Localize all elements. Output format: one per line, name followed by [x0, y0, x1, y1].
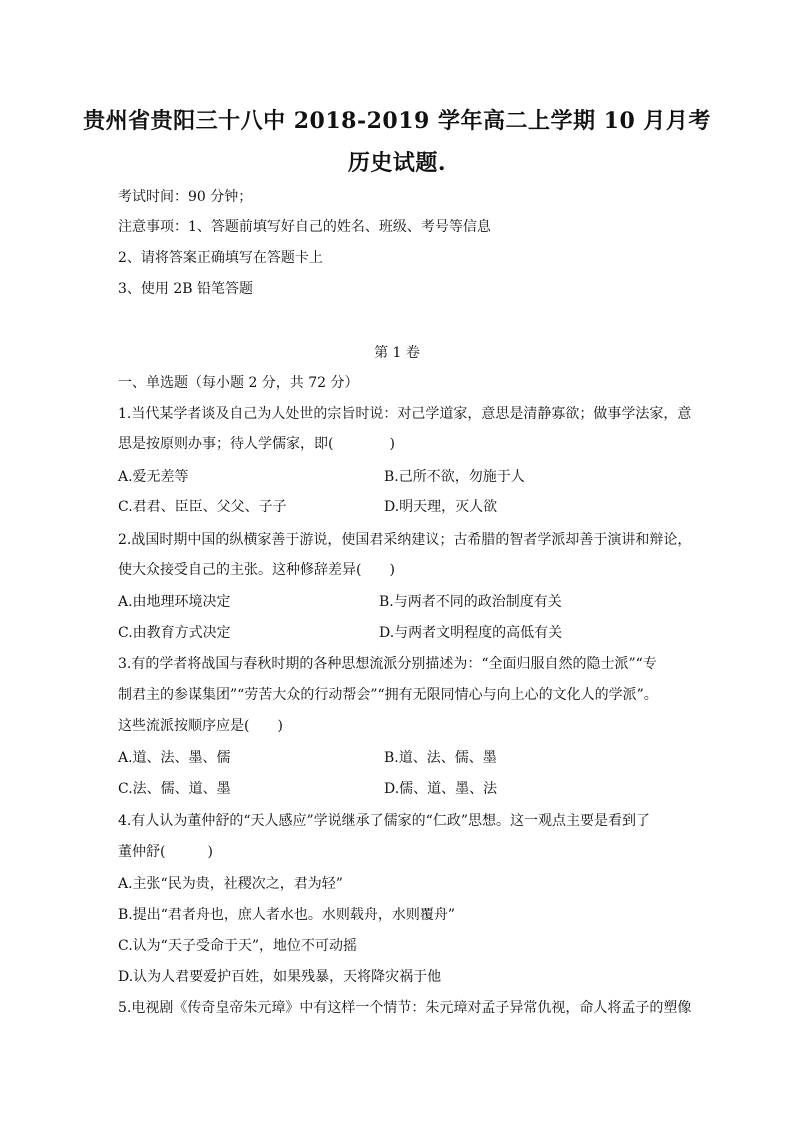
section-heading: 一、单选题（每小题 2 分，共 72 分）	[118, 375, 359, 391]
question-3-stem-line-1: 3.有的学者将战国与春秋时期的各种思想流派分别描述为：“全面归服自然的隐士派”“专	[118, 656, 657, 672]
question-1-option-b: B.己所不欲，勿施于人	[384, 469, 525, 485]
exam-title: 贵州省贵阳三十八中 2018-2019 学年高二上学期 10 月月考	[83, 108, 711, 134]
question-4-option-a: A.主张“民为贵，社稷次之，君为轻”	[118, 876, 343, 892]
question-2-stem-line-2: 使大众接受自己的主张。这种修辞差异( )	[118, 562, 395, 578]
question-1-option-d: D.明天理，灭人欲	[384, 499, 498, 515]
question-2-option-d: D.与两者文明程度的高低有关	[379, 625, 563, 641]
question-4-option-b: B.提出“君者舟也，庶人者水也。水则载舟，水则覆舟”	[118, 907, 456, 923]
question-5-stem-line-1: 5.电视剧《传奇皇帝朱元璋》中有这样一个情节：朱元璋对孟子异常仇视，命人将孟子的塑像	[118, 1000, 692, 1016]
exam-subtitle: 历史试题.	[347, 150, 447, 176]
question-3-option-a: A.道、法、墨、儒	[118, 750, 231, 766]
question-1-stem-line-1: 1.当代某学者谈及自己为人处世的宗旨时说：对己学道家，意思是清静寡欲；做事学法家，意	[118, 406, 692, 422]
question-3-stem-line-3: 这些流派按顺序应是( )	[118, 718, 283, 734]
question-3-option-b: B.道、法、儒、墨	[384, 750, 497, 766]
notice-line-2: 2、请将答案正确填写在答题卡上	[118, 250, 323, 266]
question-4-option-d: D.认为人君要爱护百姓，如果残暴，天将降灾祸于他	[118, 969, 442, 985]
question-3-stem-line-2: 制君主的参谋集团”“劳苦大众的行动帮会”“拥有无限同情心与向上心的文化人的学派”。	[118, 687, 658, 703]
notice-line-1: 注意事项：1、答题前填写好自己的姓名、班级、考号等信息	[118, 219, 491, 235]
question-1-option-c: C.君君、臣臣、父父、子子	[118, 499, 287, 515]
exam-time: 考试时间：90 分钟；	[118, 189, 253, 205]
notice-line-3: 3、使用 2B 铅笔答题	[118, 281, 254, 297]
question-1-option-a: A.爱无差等	[118, 469, 189, 485]
question-2-option-a: A.由地理环境决定	[118, 594, 231, 610]
question-3-option-d: D.儒、道、墨、法	[384, 781, 498, 797]
question-2-option-c: C.由教育方式决定	[118, 625, 231, 641]
question-4-option-c: C.认为“天子受命于天”，地位不可动摇	[118, 938, 357, 954]
question-4-stem-line-1: 4.有人认为董仲舒的“天人感应”学说继承了儒家的“仁政”思想。这一观点主要是看到了	[118, 813, 650, 829]
question-3-option-c: C.法、儒、道、墨	[118, 781, 231, 797]
question-4-stem-line-2: 董仲舒( )	[118, 844, 213, 860]
question-2-option-b: B.与两者不同的政治制度有关	[379, 594, 562, 610]
volume-heading: 第 1 卷	[374, 345, 420, 361]
question-1-stem-line-2: 思是按原则办事；待人学儒家，即( )	[118, 436, 395, 452]
question-2-stem-line-1: 2.战国时期中国的纵横家善于游说，使国君采纳建议；古希腊的智者学派却善于演讲和辩论，	[118, 532, 692, 548]
